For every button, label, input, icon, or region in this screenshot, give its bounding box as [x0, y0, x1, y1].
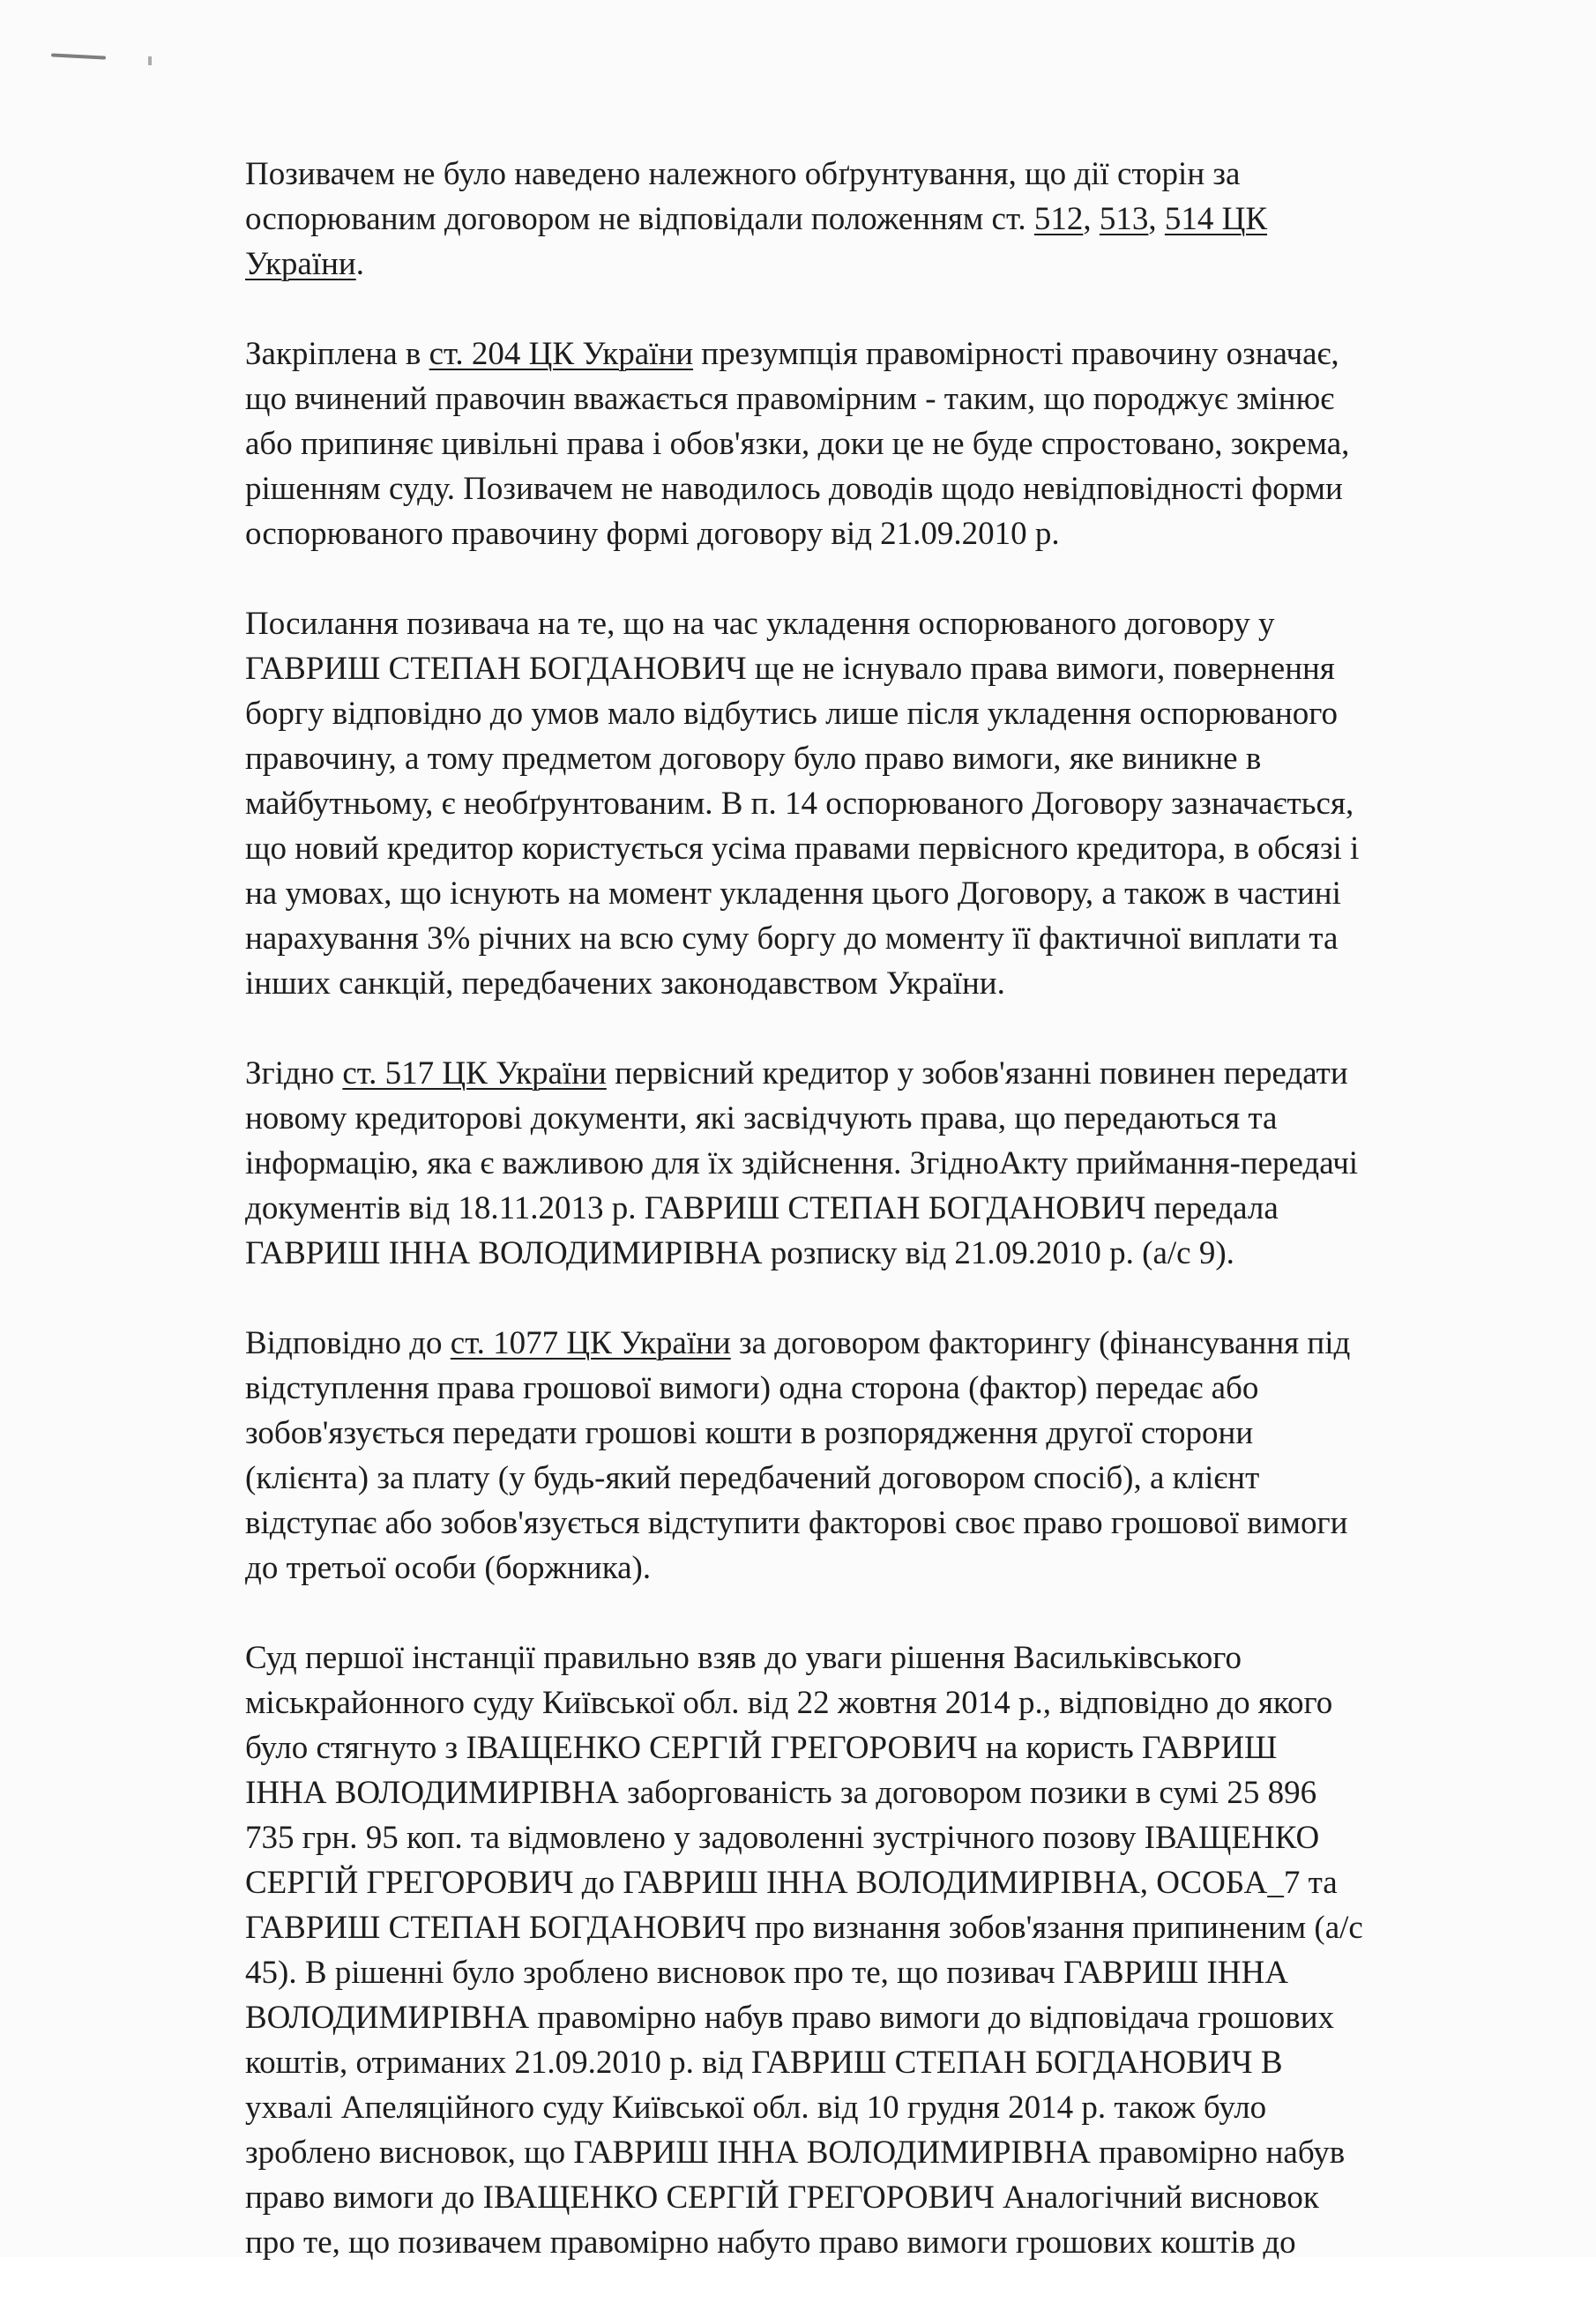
scan-artifact-dot — [148, 56, 152, 65]
law-link-517[interactable]: ст. 517 ЦК України — [342, 1055, 607, 1092]
paragraph-2 — [245, 332, 1497, 556]
text-line: боргу відповідно до умов мало відбутись лише після укладення оспорюваного — [245, 696, 1338, 732]
text-line: що новий кредитор користується усіма правами первісного кредитора, в обсязі і — [245, 831, 1360, 867]
law-link-512[interactable]: 512 — [1033, 201, 1084, 237]
paragraph-3 — [245, 601, 1497, 1006]
text-line: коштів, отриманих 21.09.2010 р. від ГАВРИШ СТЕПАН БОГДАНОВИЧ В — [245, 2045, 1283, 2081]
paragraph-4 — [245, 1051, 1497, 1276]
law-link-513[interactable]: 513 — [1099, 201, 1149, 237]
text-line: про те, що позивачем правомірно набуто право вимоги грошових коштів до — [245, 2224, 1296, 2261]
text-line: міськрайонного суду Київської обл. від 22 жовтня 2014 р., відповідно до якого — [245, 1685, 1333, 1721]
text-line: зобов'язується передати грошові кошти в розпорядження другої сторони — [245, 1415, 1254, 1451]
text-line: новому кредиторові документи, які засвідчують права, що передаються та — [245, 1100, 1278, 1136]
text-line: Посилання позивача на те, що на час укладення оспорюваного договору у — [245, 606, 1275, 642]
text-segment: оспорюваним договором не відповідали положенням ст. — [245, 201, 1034, 237]
text-line: нарахування 3% річних на всю суму боргу до моменту її фактичної виплати та — [245, 920, 1339, 957]
text-segment: , — [1148, 201, 1165, 237]
text-line: ухвалі Апеляційного суду Київської обл. від 10 грудня 2014 р. також було — [245, 2090, 1267, 2126]
text-line: відступлення права грошової вимоги) одна сторона (фактор) передає або — [245, 1370, 1259, 1406]
text-line: або припиняє цивільні права і обов'язки, доки це не буде спростовано, зокрема, — [245, 426, 1350, 462]
text-line: інших санкцій, передбачених законодавством України. — [245, 965, 1005, 1002]
paragraph-1 — [245, 152, 1497, 287]
text-line: рішенням суду. Позивачем не наводилось доводів щодо невідповідності форми — [245, 471, 1343, 507]
paragraph-6 — [245, 1636, 1497, 2265]
text-line: майбутньому, є необґрунтованим. В п. 14 оспорюваного Договору зазначається, — [245, 786, 1354, 822]
text-line — [245, 1051, 1497, 1096]
document-body — [245, 152, 1497, 2310]
text-line — [245, 332, 1497, 376]
text-segment: первісний кредитор у зобов'язанні повинен передати — [606, 1055, 1348, 1092]
text-line: ГАВРИШ СТЕПАН БОГДАНОВИЧ про визнання зобов'язання припиненим (а/с — [245, 1910, 1363, 1946]
text-line: ГАВРИШ ІННА ВОЛОДИМИРІВНА розписку від 21.09.2010 р. (а/с 9). — [245, 1235, 1234, 1271]
text-line: Суд першої інстанції правильно взяв до уваги рішення Васильківського — [245, 1640, 1242, 1676]
text-line: до третьої особи (боржника). — [245, 1550, 652, 1586]
text-line — [245, 1321, 1497, 1366]
text-line: Позивачем не було наведено належного обґрунтування, що дії сторін за — [245, 156, 1241, 192]
text-segment: . — [355, 246, 364, 282]
text-line: 735 грн. 95 коп. та відмовлено у задоволенні зустрічного позову ІВАЩЕНКО — [245, 1820, 1320, 1856]
text-line: відступає або зобов'язується відступити факторові своє право грошової вимоги — [245, 1505, 1348, 1541]
text-line: СЕРГІЙ ГРЕГОРОВИЧ до ГАВРИШ ІННА ВОЛОДИМИРІВНА, ОСОБА_7 та — [245, 1865, 1338, 1901]
text-segment: за договором факторингу (фінансування під — [730, 1325, 1351, 1361]
text-line: зроблено висновок, що ГАВРИШ ІННА ВОЛОДИМИРІВНА правомірно набув — [245, 2135, 1346, 2171]
text-line — [245, 197, 1497, 242]
text-line: ГАВРИШ СТЕПАН БОГДАНОВИЧ ще не існувало права вимоги, повернення — [245, 651, 1335, 687]
text-line: правочину, а тому предметом договору було право вимоги, яке виникне в — [245, 741, 1262, 777]
text-segment: Закріплена в — [245, 336, 429, 372]
text-segment: , — [1083, 201, 1100, 237]
text-line — [245, 242, 1497, 287]
text-line: 45). В рішенні було зроблено висновок про те, що позивач ГАВРИШ ІННА — [245, 1955, 1288, 1991]
law-link-514[interactable]: 514 ЦК — [1164, 201, 1268, 237]
text-segment: Згідно — [245, 1055, 343, 1092]
text-line: оспорюваного правочину формі договору від 21.09.2010 р. — [245, 516, 1060, 552]
text-segment: презумпція правомірності правочину означає, — [693, 336, 1339, 372]
text-line: ІННА ВОЛОДИМИРІВНА заборгованість за договором позики в сумі 25 896 — [245, 1775, 1317, 1811]
text-line: (клієнта) за плату (у будь-який передбачений договором спосіб), а клієнт — [245, 1460, 1260, 1496]
law-link-204[interactable]: ст. 204 ЦК України — [429, 336, 694, 372]
law-link-514-cont[interactable]: України — [245, 246, 356, 282]
text-line: інформацію, яка є важливою для їх здійснення. ЗгідноАкту приймання-передачі — [245, 1145, 1359, 1181]
law-link-1077[interactable]: ст. 1077 ЦК України — [450, 1325, 731, 1361]
text-line: право вимоги до ІВАЩЕНКО СЕРГІЙ ГРЕГОРОВИЧ Аналогічний висновок — [245, 2180, 1319, 2216]
text-line: ВОЛОДИМИРІВНА правомірно набув право вимоги до відповідача грошових — [245, 2000, 1335, 2036]
paragraph-5 — [245, 1321, 1497, 1591]
text-line: документів від 18.11.2013 р. ГАВРИШ СТЕПАН БОГДАНОВИЧ передала — [245, 1190, 1279, 1226]
text-segment: Відповідно до — [245, 1325, 451, 1361]
scan-artifact-mark — [51, 53, 106, 59]
text-line: що вчинений правочин вважається правомірним - таким, що породжує змінює — [245, 381, 1335, 417]
text-line: було стягнуто з ІВАЩЕНКО СЕРГІЙ ГРЕГОРОВИЧ на користь ГАВРИШ — [245, 1730, 1278, 1766]
text-line: на умовах, що існують на момент укладення цього Договору, а також в частині — [245, 876, 1341, 912]
